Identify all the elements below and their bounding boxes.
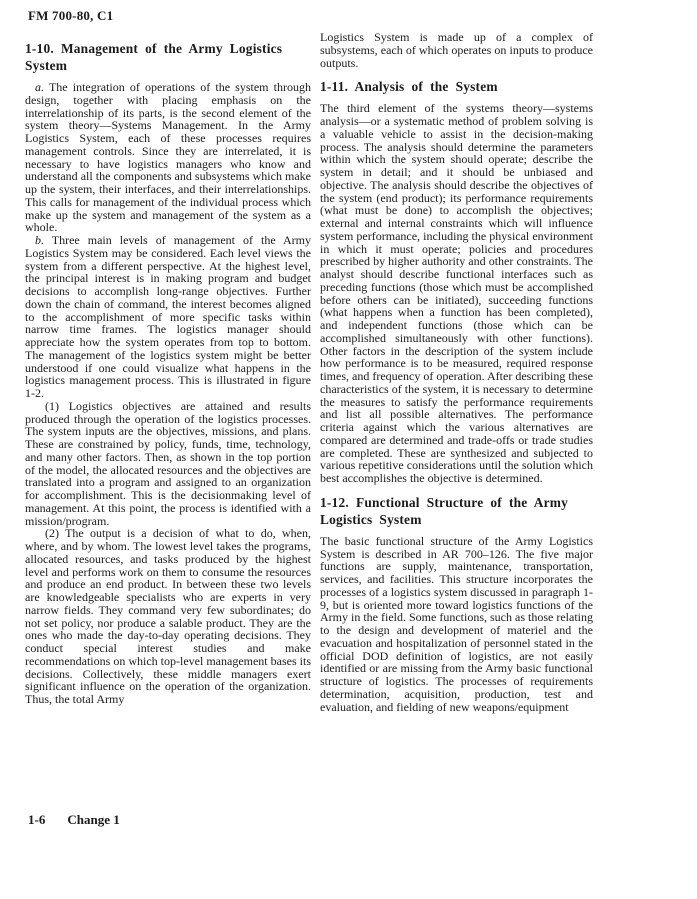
paragraph-1 [25,400,311,528]
change-label: Change 1 [67,812,120,827]
page-header: FM 700-80, C1 [28,8,114,23]
section-heading-1-11: 1-11. Analysis of the System [320,79,498,95]
right-column [320,31,593,713]
paragraph-label: a. [35,80,44,94]
paragraph-text: The integration of operations of the system through design, together with placing emphasis on the interrelationship of its parts, is the second element of the system theory—Systems Management. In the Army Logistics System, each of these processes requires management controls. Since they are interrelated, it is necessary to have logistics managers who know and understand all the components and subsystems which make up the system, their interfaces, and their interrelationships. This calls for management of the individual process which make up the system and management of the system as a whole. [25,80,311,235]
section-1-12-body: The basic functional structure of the Army Logistics System is described in AR 700–126. The five major functions are supply, maintenance, transportation, services, and facilities. This structure incorporates the processes of a logistics system discussed in paragraph 1-9, but is oriented more toward logistics functions of the Army in the field. Some functions, such as those relating to the design and development of materiel and the evacuation and hospitalization of personnel stated in the official DOD definition of logistics, are not easily identified or are missing from the Army basic functional structure of logistics. The processes of requirements determination, acquisition, production, test and evaluation, and fielding of new weapons/equipment [320,533,593,714]
paragraph-label: (1) [45,398,59,413]
paragraph-label: (2) [45,526,59,541]
paragraph-2 [25,527,311,706]
page-number: 1-6 [28,812,46,827]
paragraph-label: b. [35,233,44,247]
section-heading-1-12: 1-12. Functional Structure of the Army Logistics System [320,494,569,527]
paragraph-text: Logistics objectives are attained and results produced through the operation of the logistics processes. The system inputs are the objectives, missions, and plans. These are constrained by policy, funds, time, technology, and many other factors. Then, as shown in the top portion of the model, the allocated resources and the objectives are translated into a program and assigned to an organization for accomplishment. This is the decisionmaking level of management. At this point, the process is identified with a mission/program. [25,398,312,528]
paragraph-a [25,81,311,234]
continuation-paragraph: Logistics System is made up of a complex of subsystems, each of which operates on inputs to produce outputs. [320,30,593,70]
paragraph-text: Three main levels of management of the Army Logistics System may be considered. Each level views the system from a different perspective. At the highest level, the principal interest is in making program and budget decisions to accomplish long-range objectives. Further down the chain of command, the interest becomes aligned to the accomplishment of more specific tasks within narrow time frames. The logistics manager should appreciate how the system operates from top to bottom. The management of the logistics system might be better understood if one could visualize what happens in the logistics management process. This is illustrated in figure 1-2. [25,233,311,400]
section-1-11-body: The third element of the systems theory—systems analysis—or a systematic method of problem solving is a valuable vehicle to assist in the decision-making process. The analysis should determine the parameters within which the system should operate; describe the system in detail; and it should be unbiased and objective. The analysis should describe the objectives of the system (end product); its performance requirements (what must be done) to accomplish the objectives; external and internal constraints which will influence system performance, including the physical environment in which it must operate; policies and procedures prescribed by higher authority and other constraints. The analyst should describe functional interfaces such as preceding functions (those which must be accomplished before others can be initiated), succeeding functions (what happens when a function has been completed), and independent functions (those which can be accomplished simultaneously with other functions). Other factors in the description of the system include how performance is to be measured, required response times, and frequency of operation. After describing these characteristics of the system, it is necessary to determine the measures to satisfy the performance requirements and list all possible alternatives. The performance criteria against which the various alternatives are compared are determined and trade-offs or trade studies are completed. These are synthesized and subjected to various repetitive considerations until the solution which best accomplishes the objective is determined. [320,101,593,485]
paragraph-b [25,234,311,400]
left-column [25,40,311,706]
paragraph-text: The output is a decision of what to do, when, where, and by whom. The lowest level takes the programs, allocated resources, and tasks produced by the highest level and performs work on them to consume the resources and produce an end product. In between these two levels are knowledgeable specialists who are experts in very narrow fields. They command very few subordinates; do not set policy, nor produce a salable product. They are the ones who made the day-to-day operating decisions. They conduct special interest studies and make recommendations on which top-level management bases its decisions. Collectively, these middle managers exert significant influence on the operation of the organization. Thus, the total Army [25,526,311,706]
page-footer [28,812,120,828]
section-heading-1-10: 1-10. Management of the Army Logistics System [25,41,283,73]
